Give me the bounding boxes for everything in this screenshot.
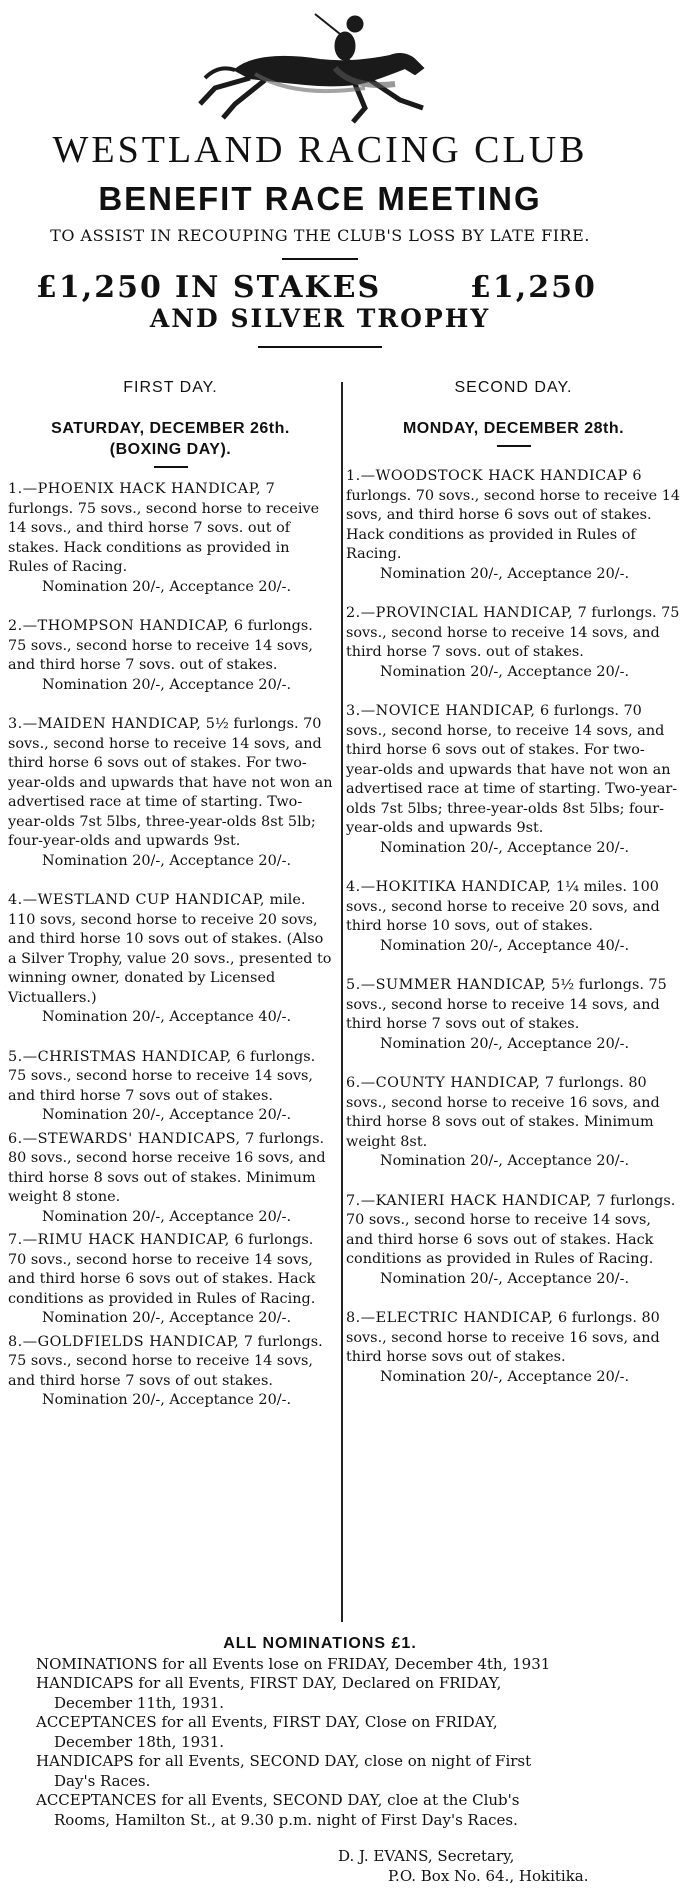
divider (258, 346, 382, 348)
race-title: 7.—KANIERI HACK HANDICAP, (346, 1192, 592, 1209)
race-entry (346, 702, 681, 858)
race-title: 6.—STEWARDS' HANDICAPS, (8, 1130, 241, 1147)
race-entry (346, 976, 681, 1054)
race-conditions: 6 furlongs. 80 sovs., second horse to receive 16 sovs, and third horse sovs out of stakes. (346, 1310, 660, 1365)
race-nomination-fees: Nomination 20/-, Acceptance 20/-. (42, 1208, 292, 1225)
meeting-purpose: TO ASSIST IN RECOUPING THE CLUB'S LOSS BY LATE FIRE. (50, 226, 590, 245)
race-conditions: 7 furlongs. 75 sovs., second horse to receive 14 sovs, and third horse 7 sovs of out stakes. (8, 1333, 323, 1389)
first-day-column (8, 378, 333, 1411)
race-entry (346, 604, 681, 682)
race-conditions: 6 furlongs. 75 sovs., second horse to receive 14 sovs, and third horse 7 sovs out of stakes. (8, 1048, 316, 1104)
race-title: 8.—GOLDFIELDS HANDICAP, (8, 1333, 240, 1350)
stakes-right-amount: £1,250 (470, 270, 597, 305)
notice-line-continued: December 18th, 1931. (54, 1732, 225, 1751)
race-conditions: 6 furlongs. 70 sovs., second horse to receive 14 sovs, and third horse 6 sovs out of stakes. Hack conditions as provided in Rules of Racing. (346, 468, 681, 562)
race-entry (8, 1048, 333, 1126)
race-title: 1.—PHOENIX HACK HANDICAP, (8, 481, 262, 497)
race-entry (8, 891, 333, 1028)
racehorse-jockey-illustration (195, 8, 435, 128)
trophy-line: AND SILVER TROPHY (149, 304, 491, 333)
race-conditions: mile. 110 sovs, second horse to receive 20 sovs, and third horse 10 sovs out of stakes. (Also a Silver Trophy, value 20 sovs., presented to winning owner, donated by Licensed Victuallers.) (8, 892, 332, 1006)
notice-line: HANDICAPS for all Events, FIRST DAY, Declared on FRIDAY, (36, 1674, 502, 1692)
notice-line-continued: Day's Races. (54, 1771, 151, 1790)
club-title: WESTLAND RACING CLUB (52, 129, 588, 171)
race-entry (8, 617, 333, 695)
race-nomination-fees: Nomination 20/-, Acceptance 20/-. (380, 1153, 630, 1169)
race-title: 5.—SUMMER HANDICAP, (346, 977, 547, 993)
meeting-title: BENEFIT RACE MEETING (98, 180, 542, 217)
race-title: 8.—ELECTRIC HANDICAP, (346, 1310, 554, 1326)
race-entry (8, 1333, 333, 1411)
first-day-heading: FIRST DAY. (123, 379, 218, 396)
first-day-date-note: (BOXING DAY). (109, 441, 232, 458)
race-conditions: 1¼ miles. 100 sovs., second horse to receive 20 sovs, and third horse 10 sovs, out of stakes. (346, 879, 660, 934)
second-day-column (346, 378, 681, 1387)
race-entry (8, 1231, 333, 1329)
secretary-signature: D. J. EVANS, Secretary, (338, 1847, 515, 1865)
all-nominations-fee: ALL NOMINATIONS £1. (223, 1635, 417, 1652)
race-title: 4.—WESTLAND CUP HANDICAP, (8, 892, 265, 908)
divider (282, 258, 358, 260)
secretary-address: P.O. Box No. 64., Hokitika. (388, 1867, 589, 1885)
notice-line-continued: December 11th, 1931. (54, 1693, 225, 1712)
race-title: 7.—RIMU HACK HANDICAP, (8, 1232, 230, 1248)
race-entry (346, 878, 681, 956)
race-entry (346, 1074, 681, 1172)
race-nomination-fees: Nomination 20/-, Acceptance 20/-. (42, 1392, 292, 1408)
race-entry (8, 480, 333, 597)
race-nomination-fees: Nomination 20/-, Acceptance 20/-. (380, 1035, 630, 1052)
race-title: 2.—PROVINCIAL HANDICAP, (346, 605, 574, 621)
race-nomination-fees: Nomination 20/-, Acceptance 20/-. (380, 1368, 630, 1385)
race-conditions: 5½ furlongs. 75 sovs., second horse to receive 14 sovs, and third horse 7 sovs out of stakes. (346, 977, 667, 1032)
column-divider (341, 382, 343, 1622)
race-entry (8, 1130, 333, 1228)
race-nomination-fees: Nomination 20/-, Acceptance 20/-. (380, 663, 630, 680)
race-nomination-fees: Nomination 20/-, Acceptance 40/-. (42, 1009, 292, 1025)
race-title: 1.—WOODSTOCK HACK HANDICAP (346, 468, 628, 484)
notice-line: NOMINATIONS for all Events lose on FRIDAY, December 4th, 1931 (36, 1654, 551, 1673)
notice-line: ACCEPTANCES for all Events, FIRST DAY, Close on FRIDAY, (36, 1713, 498, 1731)
first-day-date: SATURDAY, DECEMBER 26th. (51, 420, 290, 437)
race-title: 4.—HOKITIKA HANDICAP, (346, 879, 552, 895)
race-nomination-fees: Nomination 20/-, Acceptance 20/-. (42, 676, 292, 693)
race-conditions: 6 furlongs. 70 sovs., second horse, to receive 14 sovs, and third horse 6 sovs out of stakes. For two-year-olds and upwards that have not won an advertised race at time of starting. Two-year-olds 7st 5lbs; three-year-olds 8st 5lbs; four-year-olds and upwards 9st. (346, 703, 678, 836)
race-title: 5.—CHRISTMAS HANDICAP, (8, 1048, 232, 1065)
race-conditions: 6 furlongs. 70 sovs., second horse to receive 14 sovs, and third horse 6 sovs out of stakes. Hack conditions as provided in Rules of Racing. (8, 1232, 316, 1307)
notice-line: ACCEPTANCES for all Events, SECOND DAY, cloe at the Club's (36, 1791, 520, 1809)
race-conditions: 7 furlongs. 80 sovs., second horse receive 16 sovs, and third horse 8 sovs out of stakes. Minimum weight 8 stone. (8, 1130, 326, 1205)
race-nomination-fees: Nomination 20/-, Acceptance 20/-. (380, 839, 630, 856)
race-nomination-fees: Nomination 20/-, Acceptance 20/-. (42, 852, 292, 869)
race-entry (8, 715, 333, 871)
race-title: 2.—THOMPSON HANDICAP, (8, 618, 230, 634)
race-nomination-fees: Nomination 20/-, Acceptance 20/-. (42, 1107, 292, 1123)
race-conditions: 7 furlongs. 80 sovs., second horse to receive 16 sovs, and third horse 8 sovs out of stakes. Minimum weight 8st. (346, 1075, 660, 1150)
race-nomination-fees: Nomination 20/-, Acceptance 40/-. (380, 937, 630, 954)
race-nomination-fees: Nomination 20/-, Acceptance 20/-. (42, 1310, 292, 1326)
stakes-left-amount: £1,250 (36, 270, 163, 305)
closing-notices (0, 1634, 700, 1830)
race-entry (346, 1309, 681, 1387)
notice-line-continued: Rooms, Hamilton St., at 9.30 p.m. night of First Day's Races. (54, 1810, 518, 1829)
race-title: 3.—NOVICE HANDICAP, (346, 703, 536, 719)
stakes-label: IN STAKES (175, 270, 382, 305)
notice-line: HANDICAPS for all Events, SECOND DAY, close on night of First (36, 1752, 532, 1770)
race-nomination-fees: Nomination 20/-, Acceptance 20/-. (380, 565, 630, 582)
second-day-heading: SECOND DAY. (454, 379, 573, 396)
race-conditions: 7 furlongs. 75 sovs., second horse to receive 14 sovs., and third horse 7 sovs. out of stakes. Hack conditions as provided in Rules of Racing. (8, 481, 320, 575)
race-entry (346, 1192, 681, 1290)
race-conditions: 7 furlongs. 70 sovs., second horse to receive 14 sovs, and third horse 6 sovs out of stakes. Hack conditions as provided in Rules of Racing. (346, 1192, 676, 1267)
race-nomination-fees: Nomination 20/-, Acceptance 20/-. (380, 1270, 630, 1287)
race-title: 6.—COUNTY HANDICAP, (346, 1075, 541, 1091)
race-conditions: 6 furlongs. 75 sovs., second horse to receive 14 sovs, and third horse 7 sovs. out of stakes. (8, 618, 313, 673)
race-conditions: 7 furlongs. 75 sovs., second horse to receive 14 sovs, and third horse 7 sovs. out of stakes. (346, 605, 680, 660)
race-conditions: 5½ furlongs. 70 sovs., second horse to receive 14 sovs, and third horse 6 sovs out of stakes. For two-year-olds and upwards that have not won an advertised race at time of starting. Two-year-olds 7st 5lbs, three-year-olds 8st 5lb; four-year-olds and upwards 9st. (8, 716, 333, 849)
second-day-date: MONDAY, DECEMBER 28th. (402, 420, 625, 437)
race-entry (346, 467, 681, 584)
race-title: 3.—MAIDEN HANDICAP, (8, 716, 202, 732)
race-nomination-fees: Nomination 20/-, Acceptance 20/-. (42, 578, 292, 595)
